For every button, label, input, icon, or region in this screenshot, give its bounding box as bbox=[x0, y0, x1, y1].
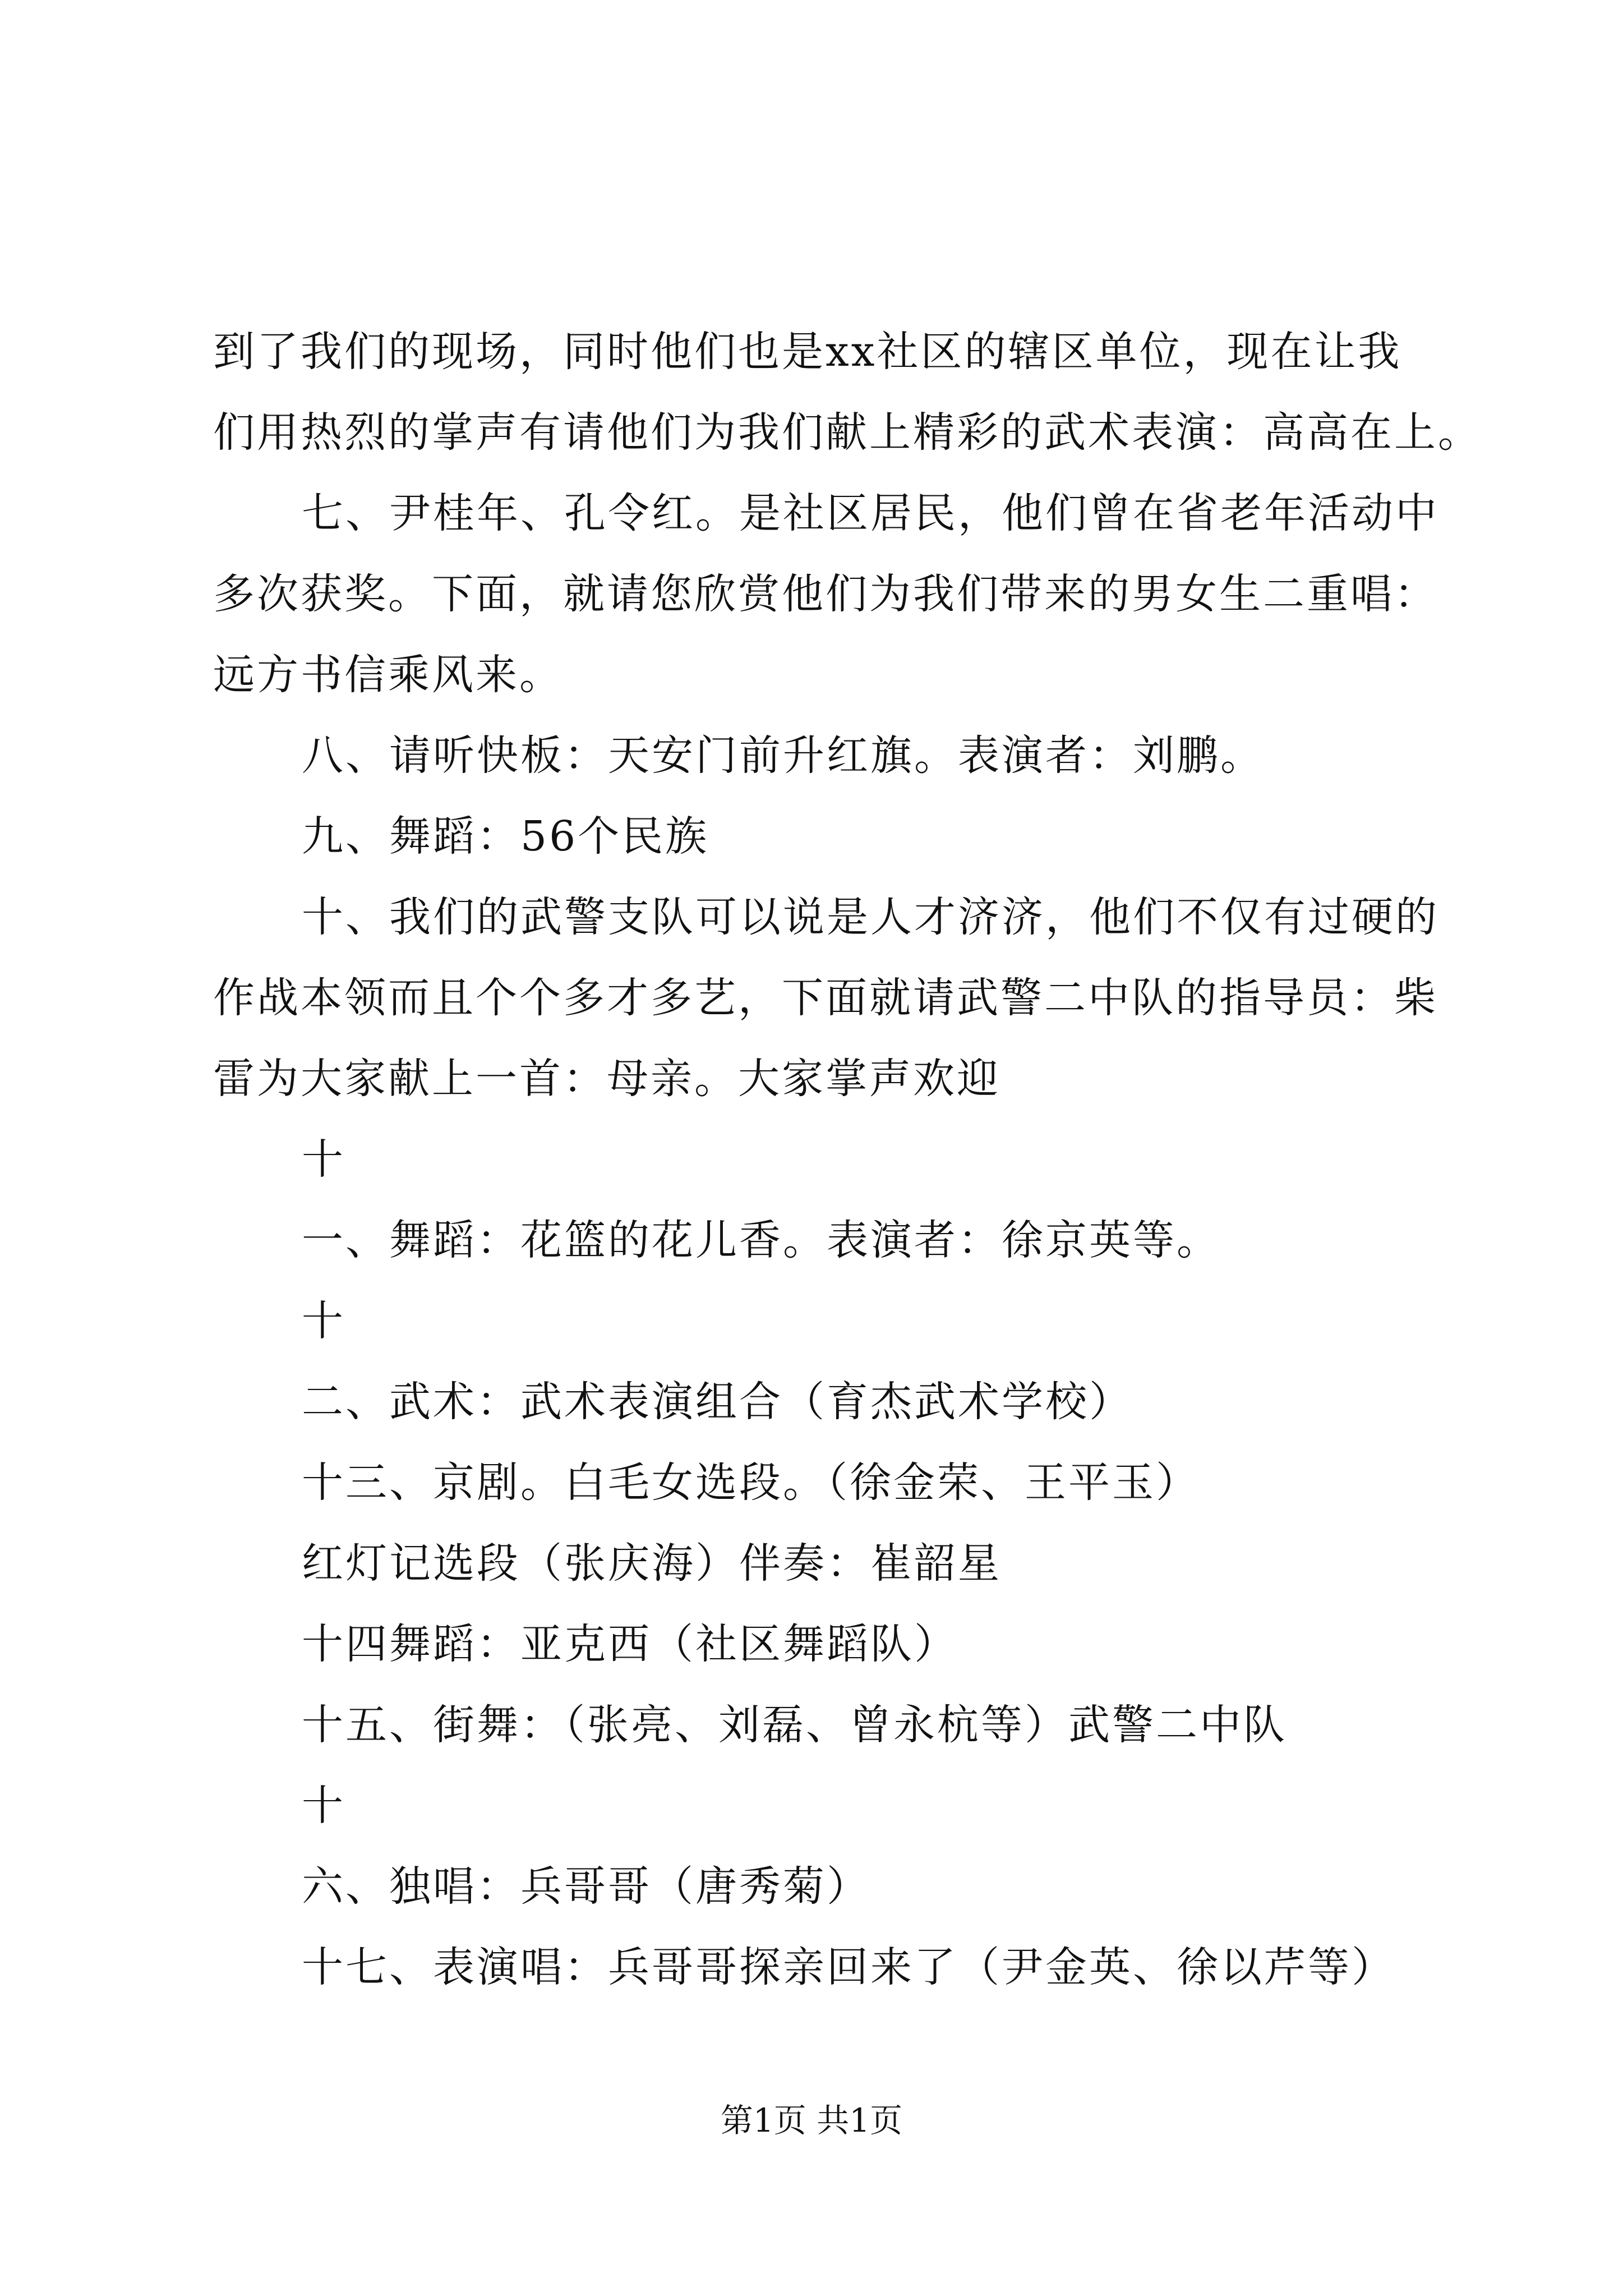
paragraph-line: 十、我们的武警支队可以说是人才济济，他们不仅有过硬的 bbox=[302, 893, 1439, 941]
page-number-label: 第1页 共1页 bbox=[720, 2101, 903, 2139]
paragraph-line: 多次获奖。下面，就请您欣赏他们为我们带来的男女生二重唱： bbox=[213, 570, 1438, 618]
paragraph-line: 六、独唱：兵哥哥（唐秀菊） bbox=[302, 1862, 870, 1911]
paragraph-line: 们用热烈的掌声有请他们为我们献上精彩的武术表演：高高在上。 bbox=[213, 408, 1482, 457]
page-footer bbox=[0, 2098, 1623, 2143]
document-body bbox=[213, 311, 1482, 2008]
paragraph-line: 十 bbox=[302, 1782, 345, 1830]
paragraph-line: 红灯记选段（张庆海）伴奏：崔韶星 bbox=[302, 1539, 1002, 1588]
paragraph-line: 八、请听快板：天安门前升红旗。表演者：刘鹏。 bbox=[302, 731, 1264, 780]
paragraph-line: 七、尹桂年、孔令红。是社区居民，他们曾在省老年活动中 bbox=[302, 489, 1439, 537]
paragraph-line: 十七、表演唱：兵哥哥探亲回来了（尹金英、徐以芹等） bbox=[302, 1943, 1395, 1991]
paragraph-line: 到了我们的现场，同时他们也是xx社区的辖区单位，现在让我 bbox=[213, 328, 1402, 376]
paragraph-line: 作战本领而且个个多才多艺，下面就请武警二中队的指导员：柴 bbox=[213, 974, 1438, 1022]
paragraph-line: 十三、京剧。白毛女选段。（徐金荣、王平玉） bbox=[302, 1458, 1200, 1507]
paragraph-line: 远方书信乘风来。 bbox=[213, 651, 563, 699]
paragraph-line: 一、舞蹈：花篮的花儿香。表演者：徐京英等。 bbox=[302, 1216, 1220, 1264]
paragraph-line: 十五、街舞：（张亮、刘磊、曾永杭等）武警二中队 bbox=[302, 1701, 1287, 1749]
paragraph-line: 九、舞蹈：56个民族 bbox=[302, 812, 709, 861]
paragraph-line: 十 bbox=[302, 1135, 345, 1184]
paragraph-line: 十 bbox=[302, 1297, 345, 1345]
paragraph-line: 二、武术：武术表演组合（育杰武术学校） bbox=[302, 1378, 1133, 1426]
paragraph-line: 十四舞蹈：亚克西（社区舞蹈队） bbox=[302, 1620, 958, 1668]
paragraph-line: 雷为大家献上一首：母亲。大家掌声欢迎 bbox=[213, 1055, 1000, 1103]
